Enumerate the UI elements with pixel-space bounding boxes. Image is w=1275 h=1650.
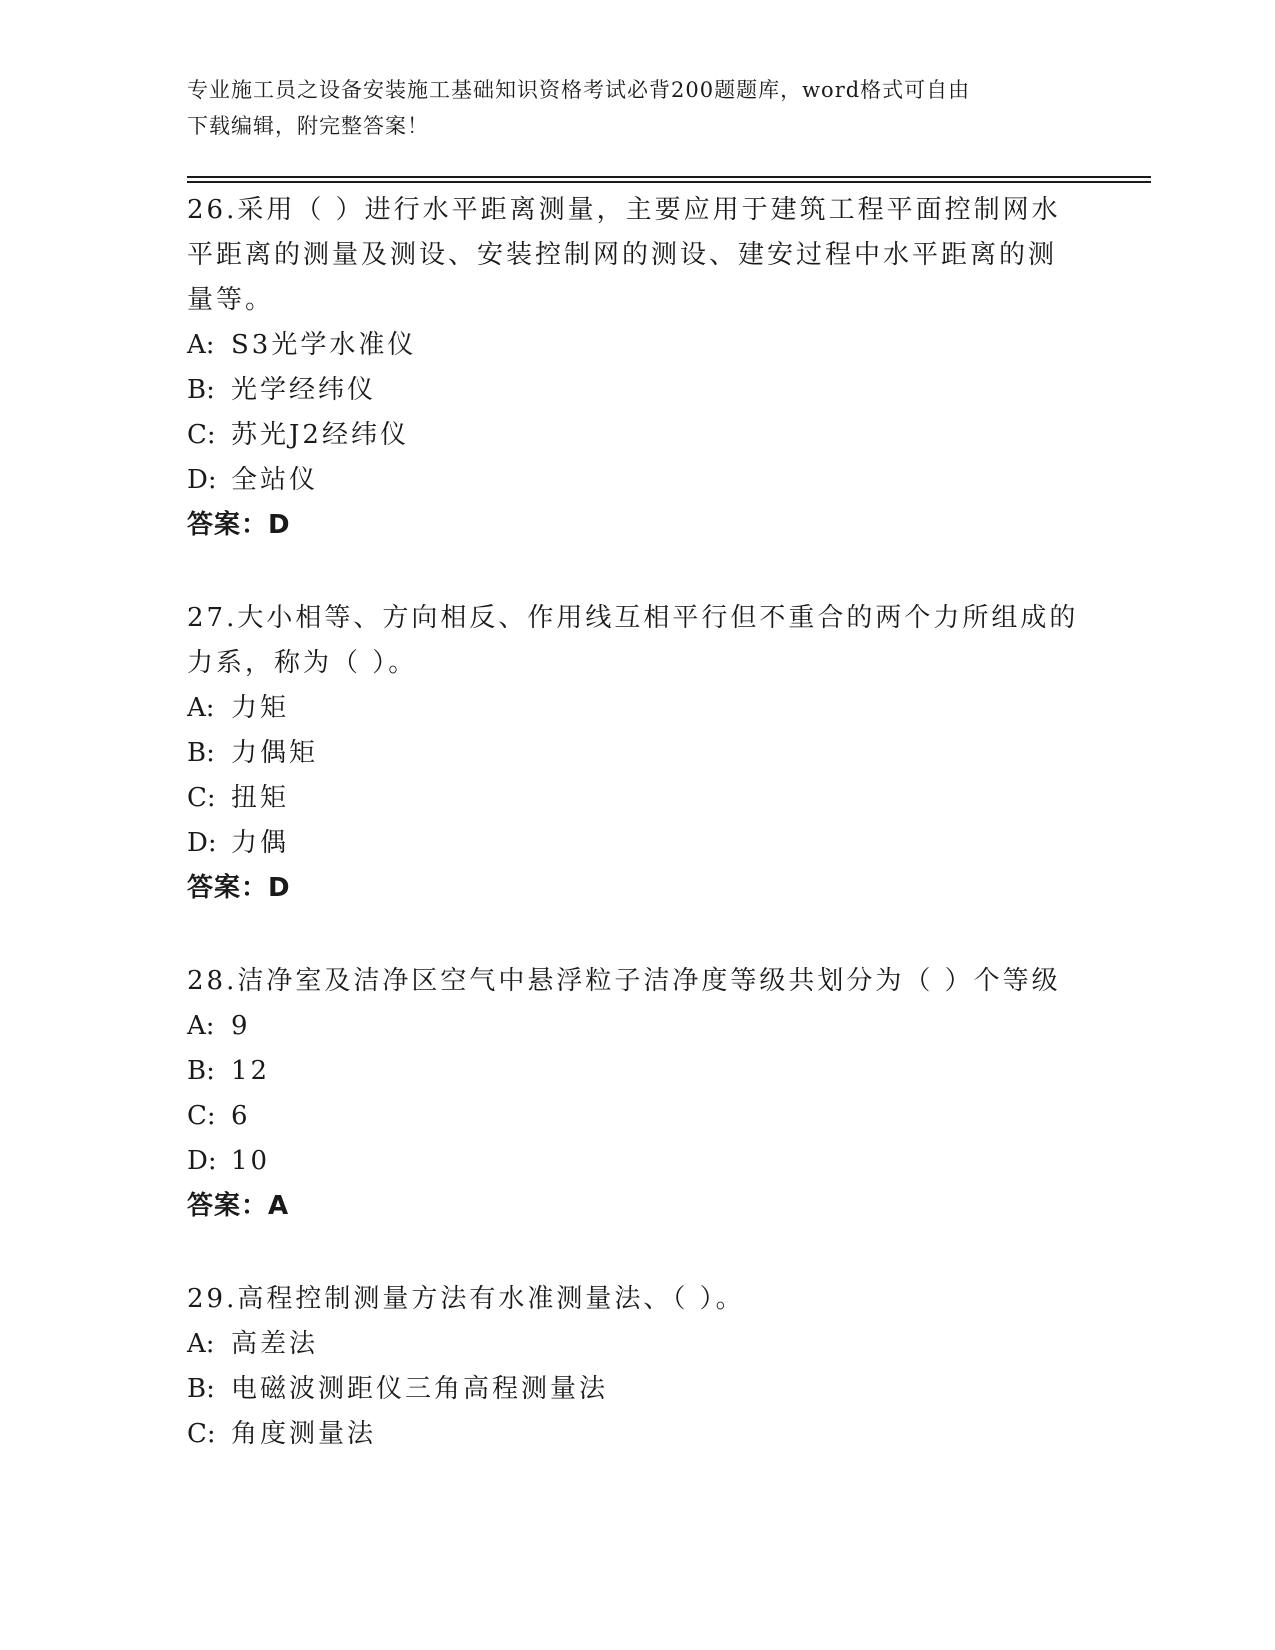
option-key: A: <box>187 1011 215 1041</box>
question-text-line: 28.洁净室及洁净区空气中悬浮粒子洁净度等级共划分为（ ）个等级 <box>187 966 1061 996</box>
option-a <box>187 323 1087 368</box>
header-divider-bottom <box>187 181 1151 183</box>
option-a <box>187 686 1087 731</box>
option-b <box>187 1367 1087 1412</box>
header-divider-top <box>187 176 1151 178</box>
option-text: 力偶矩 <box>231 738 319 768</box>
option-key: D: <box>187 1146 217 1176</box>
option-b <box>187 1049 1087 1094</box>
question-text-line: 力系，称为（ ）。 <box>187 648 418 678</box>
answer-line: 答案：A <box>187 1191 290 1221</box>
option-text: 电磁波测距仪三角高程测量法 <box>231 1374 609 1404</box>
option-key: B: <box>187 1374 215 1404</box>
option-a <box>187 1322 1087 1367</box>
header-line-2: 下载编辑，附完整答案！ <box>187 114 429 138</box>
option-b <box>187 368 1087 413</box>
option-b <box>187 731 1087 776</box>
option-text: 6 <box>231 1101 251 1131</box>
question-26 <box>187 188 1087 548</box>
option-text: 全站仪 <box>231 465 319 495</box>
answer-line: 答案：D <box>187 510 291 540</box>
option-c <box>187 776 1087 821</box>
option-text: 光学经纬仪 <box>231 375 377 405</box>
question-text-line: 26.采用（ ）进行水平距离测量，主要应用于建筑工程平面控制网水 <box>187 195 1061 225</box>
question-27 <box>187 596 1087 911</box>
option-text: 9 <box>231 1011 251 1041</box>
option-key: C: <box>187 783 216 813</box>
option-key: B: <box>187 1056 215 1086</box>
option-text: 高差法 <box>231 1329 319 1359</box>
option-text: S3光学水准仪 <box>231 330 417 360</box>
option-key: A: <box>187 330 215 360</box>
option-c <box>187 1412 1087 1457</box>
question-text-line: 27.大小相等、方向相反、作用线互相平行但不重合的两个力所组成的 <box>187 603 1079 633</box>
answer-line: 答案：D <box>187 873 291 903</box>
question-text-line: 平距离的测量及测设、安装控制网的测设、建安过程中水平距离的测 <box>187 240 1058 270</box>
option-d <box>187 821 1087 866</box>
option-key: A: <box>187 693 215 723</box>
option-key: A: <box>187 1329 215 1359</box>
option-text: 力矩 <box>231 693 290 723</box>
document-header <box>187 72 1067 144</box>
option-key: D: <box>187 465 217 495</box>
option-text: 10 <box>231 1146 271 1176</box>
question-text-line: 量等。 <box>187 285 275 315</box>
option-text: 力偶 <box>231 828 290 858</box>
question-list <box>187 188 1087 1505</box>
option-c <box>187 1094 1087 1139</box>
option-d <box>187 458 1087 503</box>
option-d <box>187 1139 1087 1184</box>
option-key: B: <box>187 738 215 768</box>
question-28 <box>187 959 1087 1229</box>
option-key: B: <box>187 375 215 405</box>
option-key: C: <box>187 1101 216 1131</box>
option-text: 角度测量法 <box>231 1419 377 1449</box>
option-text: 扭矩 <box>231 783 290 813</box>
option-a <box>187 1004 1087 1049</box>
question-text-line: 29.高程控制测量方法有水准测量法、（ ）。 <box>187 1284 745 1314</box>
header-line-1: 专业施工员之设备安装施工基础知识资格考试必背200题题库，word格式可自由 <box>187 78 971 102</box>
option-text: 苏光J2经纬仪 <box>231 420 409 450</box>
option-key: C: <box>187 1419 216 1449</box>
option-key: C: <box>187 420 216 450</box>
option-c <box>187 413 1087 458</box>
option-key: D: <box>187 828 217 858</box>
question-29 <box>187 1277 1087 1457</box>
option-text: 12 <box>231 1056 271 1086</box>
